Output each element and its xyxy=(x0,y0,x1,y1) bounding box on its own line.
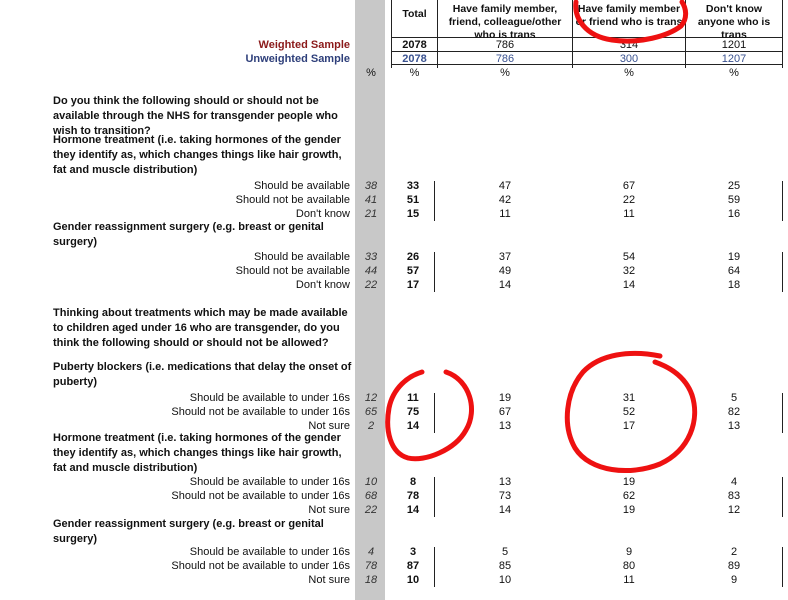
prev-wave-value: 78 xyxy=(364,560,378,572)
header-col3: Don't know anyone who is trans xyxy=(697,3,771,41)
total-value: 3 xyxy=(409,546,417,558)
subheading-hormone-nhs: Hormone treatment (i.e. taking hormones of the gender they identify as, which changes things like hair growth, fat and muscle distribution) xyxy=(53,134,342,176)
col1-value: 10 xyxy=(498,574,512,586)
col2-value: 62 xyxy=(622,490,636,502)
prev-wave-value: 12 xyxy=(364,392,378,404)
total-value: 26 xyxy=(406,251,420,263)
col2-value: 19 xyxy=(622,504,636,516)
total-value: 75 xyxy=(406,406,420,418)
col3-value: 19 xyxy=(727,251,741,263)
col2-value: 9 xyxy=(625,546,633,558)
row-group-rule xyxy=(434,547,435,587)
row-label: Should not be available xyxy=(235,265,350,277)
column-divider xyxy=(782,0,783,68)
total-value: 8 xyxy=(409,476,417,488)
row-label: Should not be available to under 16s xyxy=(171,560,350,572)
col1-value: 42 xyxy=(498,194,512,206)
total-value: 11 xyxy=(407,392,419,404)
col1-value: 47 xyxy=(498,180,512,192)
row-group-rule xyxy=(434,477,435,517)
col2-value: 32 xyxy=(622,265,636,277)
pct-col3: % xyxy=(729,67,739,79)
col3-value: 82 xyxy=(727,406,741,418)
col1-value: 49 xyxy=(498,265,512,277)
col3-value: 59 xyxy=(727,194,741,206)
prev-wave-value: 2 xyxy=(367,420,375,432)
weighted-col3: 1201 xyxy=(721,39,747,51)
col1-value: 14 xyxy=(498,279,512,291)
col1-value: 13 xyxy=(498,420,512,432)
pct-col1: % xyxy=(500,67,510,79)
row-label: Not sure xyxy=(308,504,350,516)
weighted-sample-label: Weighted Sample xyxy=(258,39,350,51)
col3-value: 16 xyxy=(727,208,741,220)
col2-value: 22 xyxy=(622,194,636,206)
col3-value: 2 xyxy=(730,546,738,558)
row-label: Should be available to under 16s xyxy=(189,476,350,488)
unweighted-sample-label: Unweighted Sample xyxy=(245,53,350,65)
row-group-rule xyxy=(434,181,435,221)
col2-value: 19 xyxy=(622,476,636,488)
header-col1: Have family member, friend, colleague/other who is trans xyxy=(448,3,562,41)
unweighted-col2: 300 xyxy=(619,53,639,65)
col1-value: 67 xyxy=(498,406,512,418)
col1-value: 5 xyxy=(501,546,509,558)
col3-value: 5 xyxy=(730,392,738,404)
column-divider xyxy=(572,0,573,68)
question-1: Do you think the following should or should not be available through the NHS for transgender people who wish to transition? xyxy=(53,95,338,137)
col2-value: 52 xyxy=(622,406,636,418)
prev-wave-value: 21 xyxy=(364,208,378,220)
column-divider xyxy=(437,0,438,68)
row-label: Should be available to under 16s xyxy=(189,392,350,404)
col1-value: 19 xyxy=(498,392,512,404)
column-divider xyxy=(685,0,686,68)
col2-value: 11 xyxy=(623,208,635,220)
row-label: Should not be available xyxy=(235,194,350,206)
total-value: 51 xyxy=(406,194,420,206)
row-label: Don't know xyxy=(295,208,350,220)
prev-wave-value: 41 xyxy=(364,194,378,206)
prev-wave-value: 22 xyxy=(364,279,378,291)
subheading-hormone-under16: Hormone treatment (i.e. taking hormones of the gender they identify as, which changes things like hair growth, fat and muscle distribution) xyxy=(53,432,342,474)
row-group-rule xyxy=(434,252,435,292)
row-label: Not sure xyxy=(308,420,350,432)
row-label: Should not be available to under 16s xyxy=(171,406,350,418)
col1-value: 14 xyxy=(498,504,512,516)
col1-value: 73 xyxy=(498,490,512,502)
pct-prev: % xyxy=(366,67,376,79)
col2-value: 67 xyxy=(622,180,636,192)
prev-wave-value: 22 xyxy=(364,504,378,516)
col1-value: 85 xyxy=(498,560,512,572)
weighted-col1: 786 xyxy=(495,39,515,51)
col3-value: 12 xyxy=(727,504,741,516)
total-value: 14 xyxy=(406,420,420,432)
row-label: Should be available xyxy=(253,180,350,192)
col3-value: 4 xyxy=(730,476,738,488)
prev-wave-value: 10 xyxy=(364,476,378,488)
total-value: 14 xyxy=(406,504,420,516)
col3-value: 64 xyxy=(727,265,741,277)
subheading-puberty-blockers: Puberty blockers (i.e. medications that delay the onset of puberty) xyxy=(53,361,352,388)
unweighted-col1: 786 xyxy=(495,53,515,65)
row-group-rule xyxy=(782,181,783,221)
col2-value: 11 xyxy=(623,574,635,586)
total-value: 15 xyxy=(406,208,420,220)
total-value: 17 xyxy=(406,279,420,291)
prev-wave-value: 4 xyxy=(367,546,375,558)
col2-value: 31 xyxy=(622,392,636,404)
row-label: Should be available to under 16s xyxy=(189,546,350,558)
row-group-rule xyxy=(782,393,783,433)
col3-value: 83 xyxy=(727,490,741,502)
prev-wave-value: 44 xyxy=(364,265,378,277)
pct-col2: % xyxy=(624,67,634,79)
weighted-total: 2078 xyxy=(402,39,427,51)
col3-value: 9 xyxy=(730,574,738,586)
col3-value: 13 xyxy=(727,420,741,432)
total-value: 78 xyxy=(406,490,420,502)
unweighted-total: 2078 xyxy=(402,53,427,65)
header-col2: Have family member or friend who is trans xyxy=(575,3,683,28)
prev-wave-value: 33 xyxy=(364,251,378,263)
pct-total: % xyxy=(409,67,420,79)
row-label: Should be available xyxy=(253,251,350,263)
subheading-surgery-under16: Gender reassignment surgery (e.g. breast or genital surgery) xyxy=(53,518,324,545)
row-group-rule xyxy=(782,252,783,292)
col3-value: 18 xyxy=(727,279,741,291)
col1-value: 11 xyxy=(499,208,511,220)
row-group-rule xyxy=(782,477,783,517)
col2-value: 14 xyxy=(622,279,636,291)
total-value: 57 xyxy=(406,265,420,277)
row-group-rule xyxy=(434,393,435,433)
subheading-surgery-nhs: Gender reassignment surgery (e.g. breast or genital surgery) xyxy=(53,221,324,248)
total-value: 10 xyxy=(406,574,420,586)
col2-value: 54 xyxy=(622,251,636,263)
question-2: Thinking about treatments which may be made available to children aged under 16 who are transgender, do you think the following should or should not be allowed? xyxy=(53,307,348,349)
col3-value: 25 xyxy=(727,180,741,192)
unweighted-col3: 1207 xyxy=(721,53,747,65)
weighted-col2: 314 xyxy=(619,39,639,51)
col3-value: 89 xyxy=(727,560,741,572)
row-group-rule xyxy=(782,547,783,587)
header-total: Total xyxy=(402,8,427,20)
prev-wave-value: 65 xyxy=(364,406,378,418)
col1-value: 37 xyxy=(498,251,512,263)
col1-value: 13 xyxy=(498,476,512,488)
prev-wave-value: 38 xyxy=(364,180,378,192)
col2-value: 80 xyxy=(622,560,636,572)
total-value: 87 xyxy=(406,560,420,572)
row-label: Not sure xyxy=(308,574,350,586)
prev-wave-value: 68 xyxy=(364,490,378,502)
row-label: Should not be available to under 16s xyxy=(171,490,350,502)
prev-wave-value: 18 xyxy=(364,574,378,586)
total-value: 33 xyxy=(406,180,420,192)
col2-value: 17 xyxy=(622,420,636,432)
row-label: Don't know xyxy=(295,279,350,291)
